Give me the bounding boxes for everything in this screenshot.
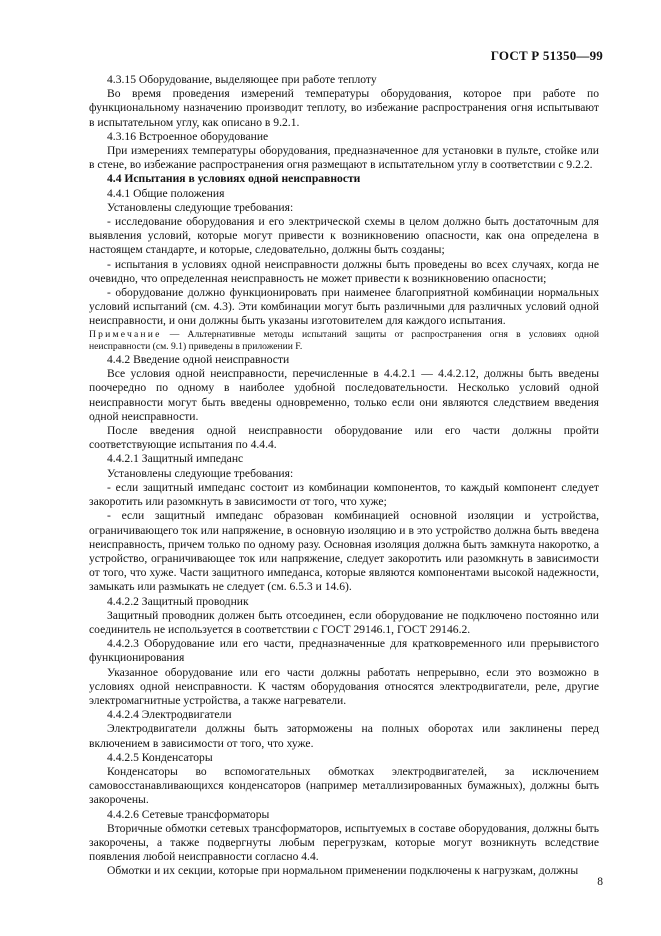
paragraph: - исследование оборудования и его электрической схемы в целом должно быть достаточным для выявления условий, которые могут привести к возникновению опасности, как она определена в настоящем стандарте, и которые, следовательно, должны быть созданы; xyxy=(89,215,599,257)
paragraph: 4.4.1 Общие положения xyxy=(107,186,225,200)
paragraph: Все условия одной неисправности, перечисленные в 4.4.2.1 — 4.4.2.12, должны быть введены поочередно по одному в наиболее удобной последовательности. Несколько условий одной неисправности могут быть введены одновременно, только если они являются следствием введения одной неисправности. xyxy=(89,367,599,423)
section-4-3-and-4-4-1 xyxy=(89,73,599,329)
paragraph: 4.3.16 Встроенное оборудование xyxy=(107,129,269,143)
paragraph: 4.4.2.1 Защитный импеданс xyxy=(107,452,244,466)
paragraph: 4.4.2.6 Сетевые трансформаторы xyxy=(107,807,270,821)
document-header: ГОСТ Р 51350—99 xyxy=(490,48,603,63)
paragraph: Защитный проводник должен быть отсоединен, если оборудование не подключено постоянно или соединитель не используется в соответствии с ГОСТ 29146.1, ГОСТ 29146.2. xyxy=(89,608,599,636)
paragraph: 4.4.2.3 Оборудование или его части, предназначенные для кратковременного или прерывистого функционирования xyxy=(89,637,599,665)
paragraph: - испытания в условиях одной неисправности должны быть проведены во всех случаях, когда не очевидно, что определенная неисправность не может привести к возникновению опасности; xyxy=(89,257,599,285)
note-paragraph xyxy=(89,329,599,353)
paragraph: 4.4.2 Введение одной неисправности xyxy=(107,353,290,367)
paragraph: Установлены следующие требования: xyxy=(107,466,294,480)
paragraph: Во время проведения измерений температуры оборудования, которое при работе по функциональному назначению производит теплоту, во избежание распространения огня испытывают в испытательном углу, как описано в 9.2.1. xyxy=(89,87,599,129)
page-number: 8 xyxy=(597,876,603,888)
section-4-4-2 xyxy=(89,353,599,879)
paragraph: Указанное оборудование или его части должны работать непрерывно, если это возможно в условиях одной неисправности. К частям оборудования относятся электродвигатели, реле, другие электромагнитные устройства, а также нагреватели. xyxy=(89,665,599,707)
paragraph: - если защитный импеданс состоит из комбинации компонентов, то каждый компонент следует закоротить или разомкнуть в зависимости от того, что хуже; xyxy=(89,480,599,509)
document-body xyxy=(89,73,599,879)
paragraph: При измерениях температуры оборудования, предназначенное для установки в пульте, стойке или в стене, во избежание распространения огня размещают в испытательном углу в соответствии с 9.2.2. xyxy=(89,144,599,172)
paragraph: После введения одной неисправности оборудование или его части должны пройти соответствующие испытания по 4.4.4. xyxy=(89,424,599,452)
paragraph: 4.4.2.5 Конденсаторы xyxy=(107,750,213,764)
paragraph: 4.4 Испытания в условиях одной неисправности xyxy=(107,172,361,186)
paragraph: - если защитный импеданс образован комбинацией основной изоляции и устройства, ограничивающего ток или напряжение, в основную изоляцию и в это устройство должна быть введена неисправность, причем только по одному разу. Основная изоляция должна быть замкнута накоротко, а устройство, ограничивающее ток или напряжение, следует закоротить или разомкнуть в зависимости от того, что хуже. Части защитного импеданса, которые являются компонентами высокой надежности, замыкать или размыкать не следует (см. 6.5.3 и 14.6). xyxy=(89,509,599,594)
paragraph: Вторичные обмотки сетевых трансформаторов, испытуемых в составе оборудования, должны быть закорочены, а также подвергнуты любым перегрузкам, которые могут возникнуть вследствие появления любой неисправности согласно 4.4. xyxy=(89,821,599,864)
paragraph: - оборудование должно функционировать при наименее благоприятной комбинации нормальных условий испытаний (см. 4.3). Эти комбинации могут быть различными для различных условий одной неисправности, и они должны быть указаны изготовителем для каждого испытания. xyxy=(89,286,599,328)
paragraph: Электродвигатели должны быть заторможены на полных оборотах или заклинены перед включением в зависимости от того, что хуже. xyxy=(89,722,599,750)
paragraph: 4.4.2.2 Защитный проводник xyxy=(107,594,249,608)
paragraph: 4.4.2.4 Электродвигатели xyxy=(107,708,232,722)
paragraph: Конденсаторы во вспомогательных обмотках электродвигателей, за исключением самовосстанавливающихся конденсаторов (например металлизированных бумажных), должны быть закорочены. xyxy=(89,764,599,807)
note-text: — Альтернативные методы испытаний защиты от распространения огня в условиях одной неисправности (см. 9.1) приведены в приложении F. xyxy=(89,328,599,352)
paragraph: Установлены следующие требования: xyxy=(107,200,294,214)
paragraph: 4.3.15 Оборудование, выделяющее при работе теплоту xyxy=(107,73,377,86)
paragraph: Обмотки и их секции, которые при нормальном применении подключены к нагрузкам, должны xyxy=(107,864,579,878)
note-label: Примечание xyxy=(89,328,162,340)
